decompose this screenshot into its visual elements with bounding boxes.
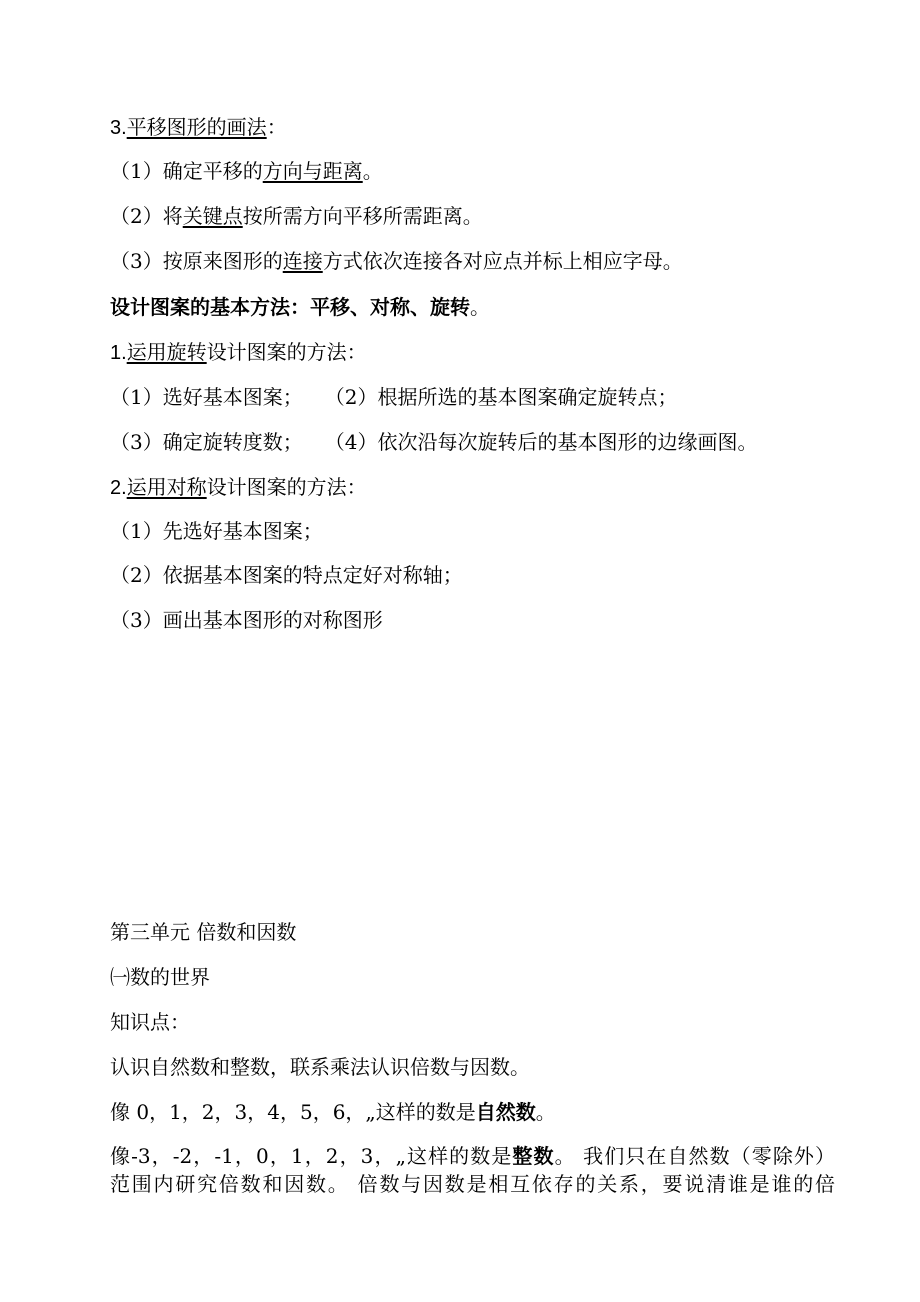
title-punct: ： xyxy=(266,115,287,139)
title-text: 设计图案的方法： xyxy=(206,475,367,499)
section-number: 1. xyxy=(110,342,127,364)
paragraph: 认识自然数和整数，联系乘法认识倍数与因数。 xyxy=(110,1055,530,1079)
step-text: （4）依次沿每次旋转后的基本图形的边缘画图。 xyxy=(324,430,758,454)
list-item xyxy=(110,157,383,185)
underlined-term: 方向与距离 xyxy=(262,159,363,183)
heading-bold-text: 设计图案的基本方法：平移、对称、旋转 xyxy=(110,295,470,319)
paragraph-line: 范围内研究倍数和因数。 倍数与因数是相互依存的关系，要说清谁是谁的倍 xyxy=(110,1172,835,1196)
step-text: （1）先选好基本图案； xyxy=(110,519,323,543)
list-item xyxy=(110,428,757,456)
unit-title: 第三单元 倍数和因数 xyxy=(110,920,297,944)
step-text: （3）确定旋转度数； xyxy=(110,430,303,454)
list-item xyxy=(110,561,463,589)
list-item xyxy=(110,202,483,230)
heading-punct: 。 xyxy=(470,295,490,319)
section-title-translation xyxy=(110,113,287,142)
step-text: （1）选好基本图案； xyxy=(110,385,303,409)
paragraph-text: 像-3，-2，-1，0，1，2，3，„这样的数是 xyxy=(110,1144,513,1168)
item-text: （3）按原来图形的 xyxy=(110,249,283,273)
step-text: （2）依据基本图案的特点定好对称轴； xyxy=(110,563,463,587)
step-text: （3）画出基本图形的对称图形 xyxy=(110,608,383,632)
underlined-term: 运用对称 xyxy=(126,475,207,499)
section-number: 3. xyxy=(110,117,127,139)
list-item xyxy=(110,383,677,411)
unit-subtitle: ㈠数的世界 xyxy=(110,965,210,989)
knowledge-label: 知识点： xyxy=(110,1010,190,1034)
underlined-term: 运用旋转 xyxy=(126,340,207,364)
list-item xyxy=(110,606,383,634)
symmetry-method-title xyxy=(110,473,367,502)
item-text: 方式依次连接各对应点并标上相应字母。 xyxy=(322,249,683,273)
item-text: （2）将 xyxy=(110,204,183,228)
bold-term: 自然数 xyxy=(475,1100,536,1124)
list-item xyxy=(110,517,323,545)
paragraph-text: 。 我们只在自然数（零除外） xyxy=(554,1144,836,1168)
list-item xyxy=(110,247,683,275)
item-text: 。 xyxy=(362,159,383,183)
paragraph-text: 像 0，1，2，3，4，5，6，„这样的数是 xyxy=(110,1100,476,1124)
paragraph-text: 。 xyxy=(535,1100,556,1124)
bold-term: 整数 xyxy=(512,1144,555,1168)
paragraph-line xyxy=(110,1142,835,1170)
underlined-term: 连接 xyxy=(282,249,323,273)
item-text: （1）确定平移的 xyxy=(110,159,263,183)
item-text: 按所需方向平移所需距离。 xyxy=(242,204,483,228)
paragraph xyxy=(110,1142,835,1198)
paragraph xyxy=(110,1098,556,1126)
rotate-method-title xyxy=(110,338,367,367)
title-text: 设计图案的方法： xyxy=(206,340,367,364)
step-text: （2）根据所选的基本图案确定旋转点； xyxy=(324,385,678,409)
section-title-text: 平移图形的画法 xyxy=(126,115,267,139)
design-methods-heading xyxy=(110,293,490,321)
section-number: 2. xyxy=(110,477,127,499)
underlined-term: 关键点 xyxy=(182,204,243,228)
